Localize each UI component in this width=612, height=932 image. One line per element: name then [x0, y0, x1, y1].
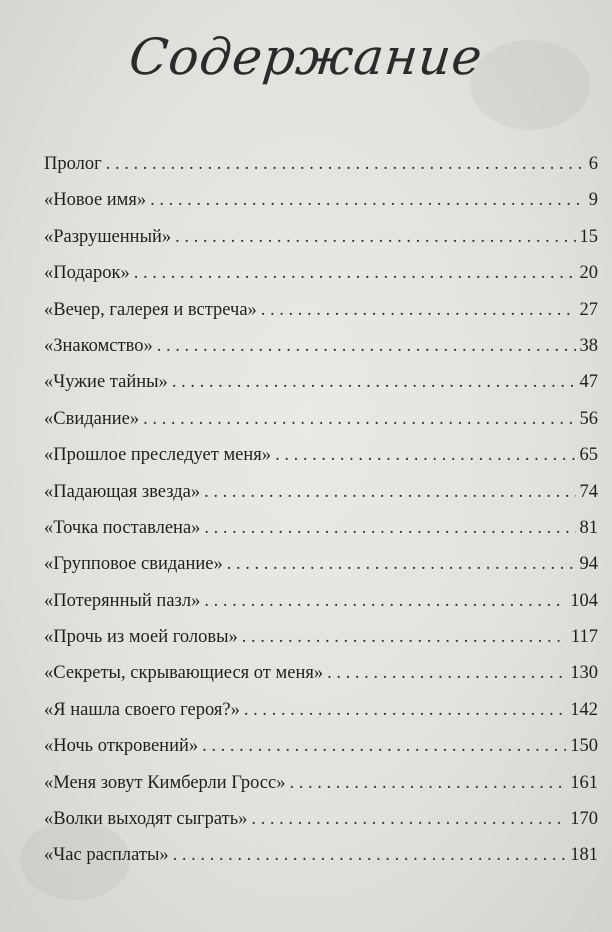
toc-entry-page-number: 9 — [588, 190, 598, 211]
toc-entry-title: «Меня зовут Кимберли Гросс» — [44, 772, 286, 793]
toc-entry-title: «Новое имя» — [44, 190, 147, 211]
toc-entry-page-number: 130 — [570, 663, 598, 684]
toc-entry — [44, 474, 598, 510]
toc-entry-page-number: 81 — [579, 517, 598, 538]
page-title: Содержание — [126, 28, 486, 86]
toc-entry-title: «Вечер, галерея и встреча» — [44, 299, 257, 320]
toc-entry-page-number: 6 — [588, 154, 598, 174]
dot-leader — [204, 510, 575, 546]
toc-entry-title: «Прошлое преследует меня» — [44, 445, 272, 466]
toc-entry-page-number: 56 — [579, 408, 598, 429]
dot-leader — [202, 728, 566, 764]
toc-entry — [44, 437, 598, 473]
toc-entry-page-number: 142 — [570, 699, 598, 720]
toc-entry-title: «Я нашла своего героя?» — [44, 699, 240, 720]
toc-entry — [44, 692, 598, 728]
toc-entry — [44, 619, 598, 655]
toc-entry-title: «Час расплаты» — [44, 845, 169, 866]
toc-entry-page-number: 65 — [579, 445, 598, 466]
toc-entry — [44, 255, 598, 291]
toc-entry — [44, 401, 598, 437]
toc-entry-page-number: 104 — [570, 590, 598, 611]
toc-entry-title: «Волки выходят сыграть» — [44, 809, 248, 830]
toc-entry — [44, 364, 598, 400]
toc-entry-page-number: 74 — [579, 481, 598, 502]
dot-leader — [172, 364, 576, 400]
toc-entry-title: «Разрушенный» — [44, 226, 172, 247]
toc-entry-title: «Падающая звезда» — [44, 481, 201, 502]
dot-leader — [106, 146, 585, 182]
toc-entry-title: «Прочь из моей головы» — [44, 627, 238, 648]
dot-leader — [261, 292, 576, 328]
toc-entry-title: «Свидание» — [44, 408, 140, 429]
dot-leader — [251, 801, 566, 837]
toc-entry-page-number: 38 — [579, 335, 598, 356]
toc-entry — [44, 801, 598, 837]
toc-entry-title: «Точка поставлена» — [44, 517, 201, 538]
toc-entry-page-number: 15 — [579, 226, 598, 247]
dot-leader — [289, 765, 566, 801]
toc-entry — [44, 728, 598, 764]
dot-leader — [204, 583, 566, 619]
toc-entry-page-number: 20 — [579, 263, 598, 284]
table-of-contents — [44, 146, 598, 874]
toc-entry — [44, 837, 598, 873]
toc-entry-page-number: 27 — [579, 299, 598, 320]
toc-entry-page-number: 117 — [570, 627, 598, 648]
dot-leader — [275, 437, 575, 473]
dot-leader — [242, 619, 567, 655]
toc-entry-page-number: 150 — [570, 736, 598, 757]
toc-entry-title: Пролог — [44, 154, 102, 174]
dot-leader — [134, 255, 576, 291]
dot-leader — [244, 692, 566, 728]
toc-entry-title: «Секреты, скрывающиеся от меня» — [44, 663, 324, 684]
toc-entry-page-number: 161 — [570, 772, 598, 793]
dot-leader — [143, 401, 575, 437]
dot-leader — [327, 655, 566, 691]
toc-entry-page-number: 94 — [579, 554, 598, 575]
toc-entry — [44, 510, 598, 546]
toc-entry-title: «Знакомство» — [44, 335, 153, 356]
toc-entry — [44, 583, 598, 619]
dot-leader — [204, 474, 575, 510]
toc-entry-page-number: 47 — [579, 372, 598, 393]
toc-entry — [44, 146, 598, 182]
toc-entry — [44, 655, 598, 691]
toc-entry-title: «Групповое свидание» — [44, 554, 223, 575]
toc-entry — [44, 182, 598, 218]
toc-entry-title: «Потерянный пазл» — [44, 590, 201, 611]
toc-entry-page-number: 181 — [570, 845, 598, 866]
dot-leader — [175, 219, 575, 255]
toc-entry-title: «Чужие тайны» — [44, 372, 168, 393]
dot-leader — [173, 837, 567, 873]
toc-entry — [44, 292, 598, 328]
toc-entry-page-number: 170 — [570, 809, 598, 830]
toc-entry — [44, 219, 598, 255]
dot-leader — [157, 328, 576, 364]
toc-entry-title: «Подарок» — [44, 263, 130, 284]
toc-entry — [44, 546, 598, 582]
dot-leader — [227, 546, 576, 582]
toc-entry-title: «Ночь откровений» — [44, 736, 199, 757]
toc-entry — [44, 328, 598, 364]
dot-leader — [150, 182, 585, 218]
toc-entry — [44, 765, 598, 801]
